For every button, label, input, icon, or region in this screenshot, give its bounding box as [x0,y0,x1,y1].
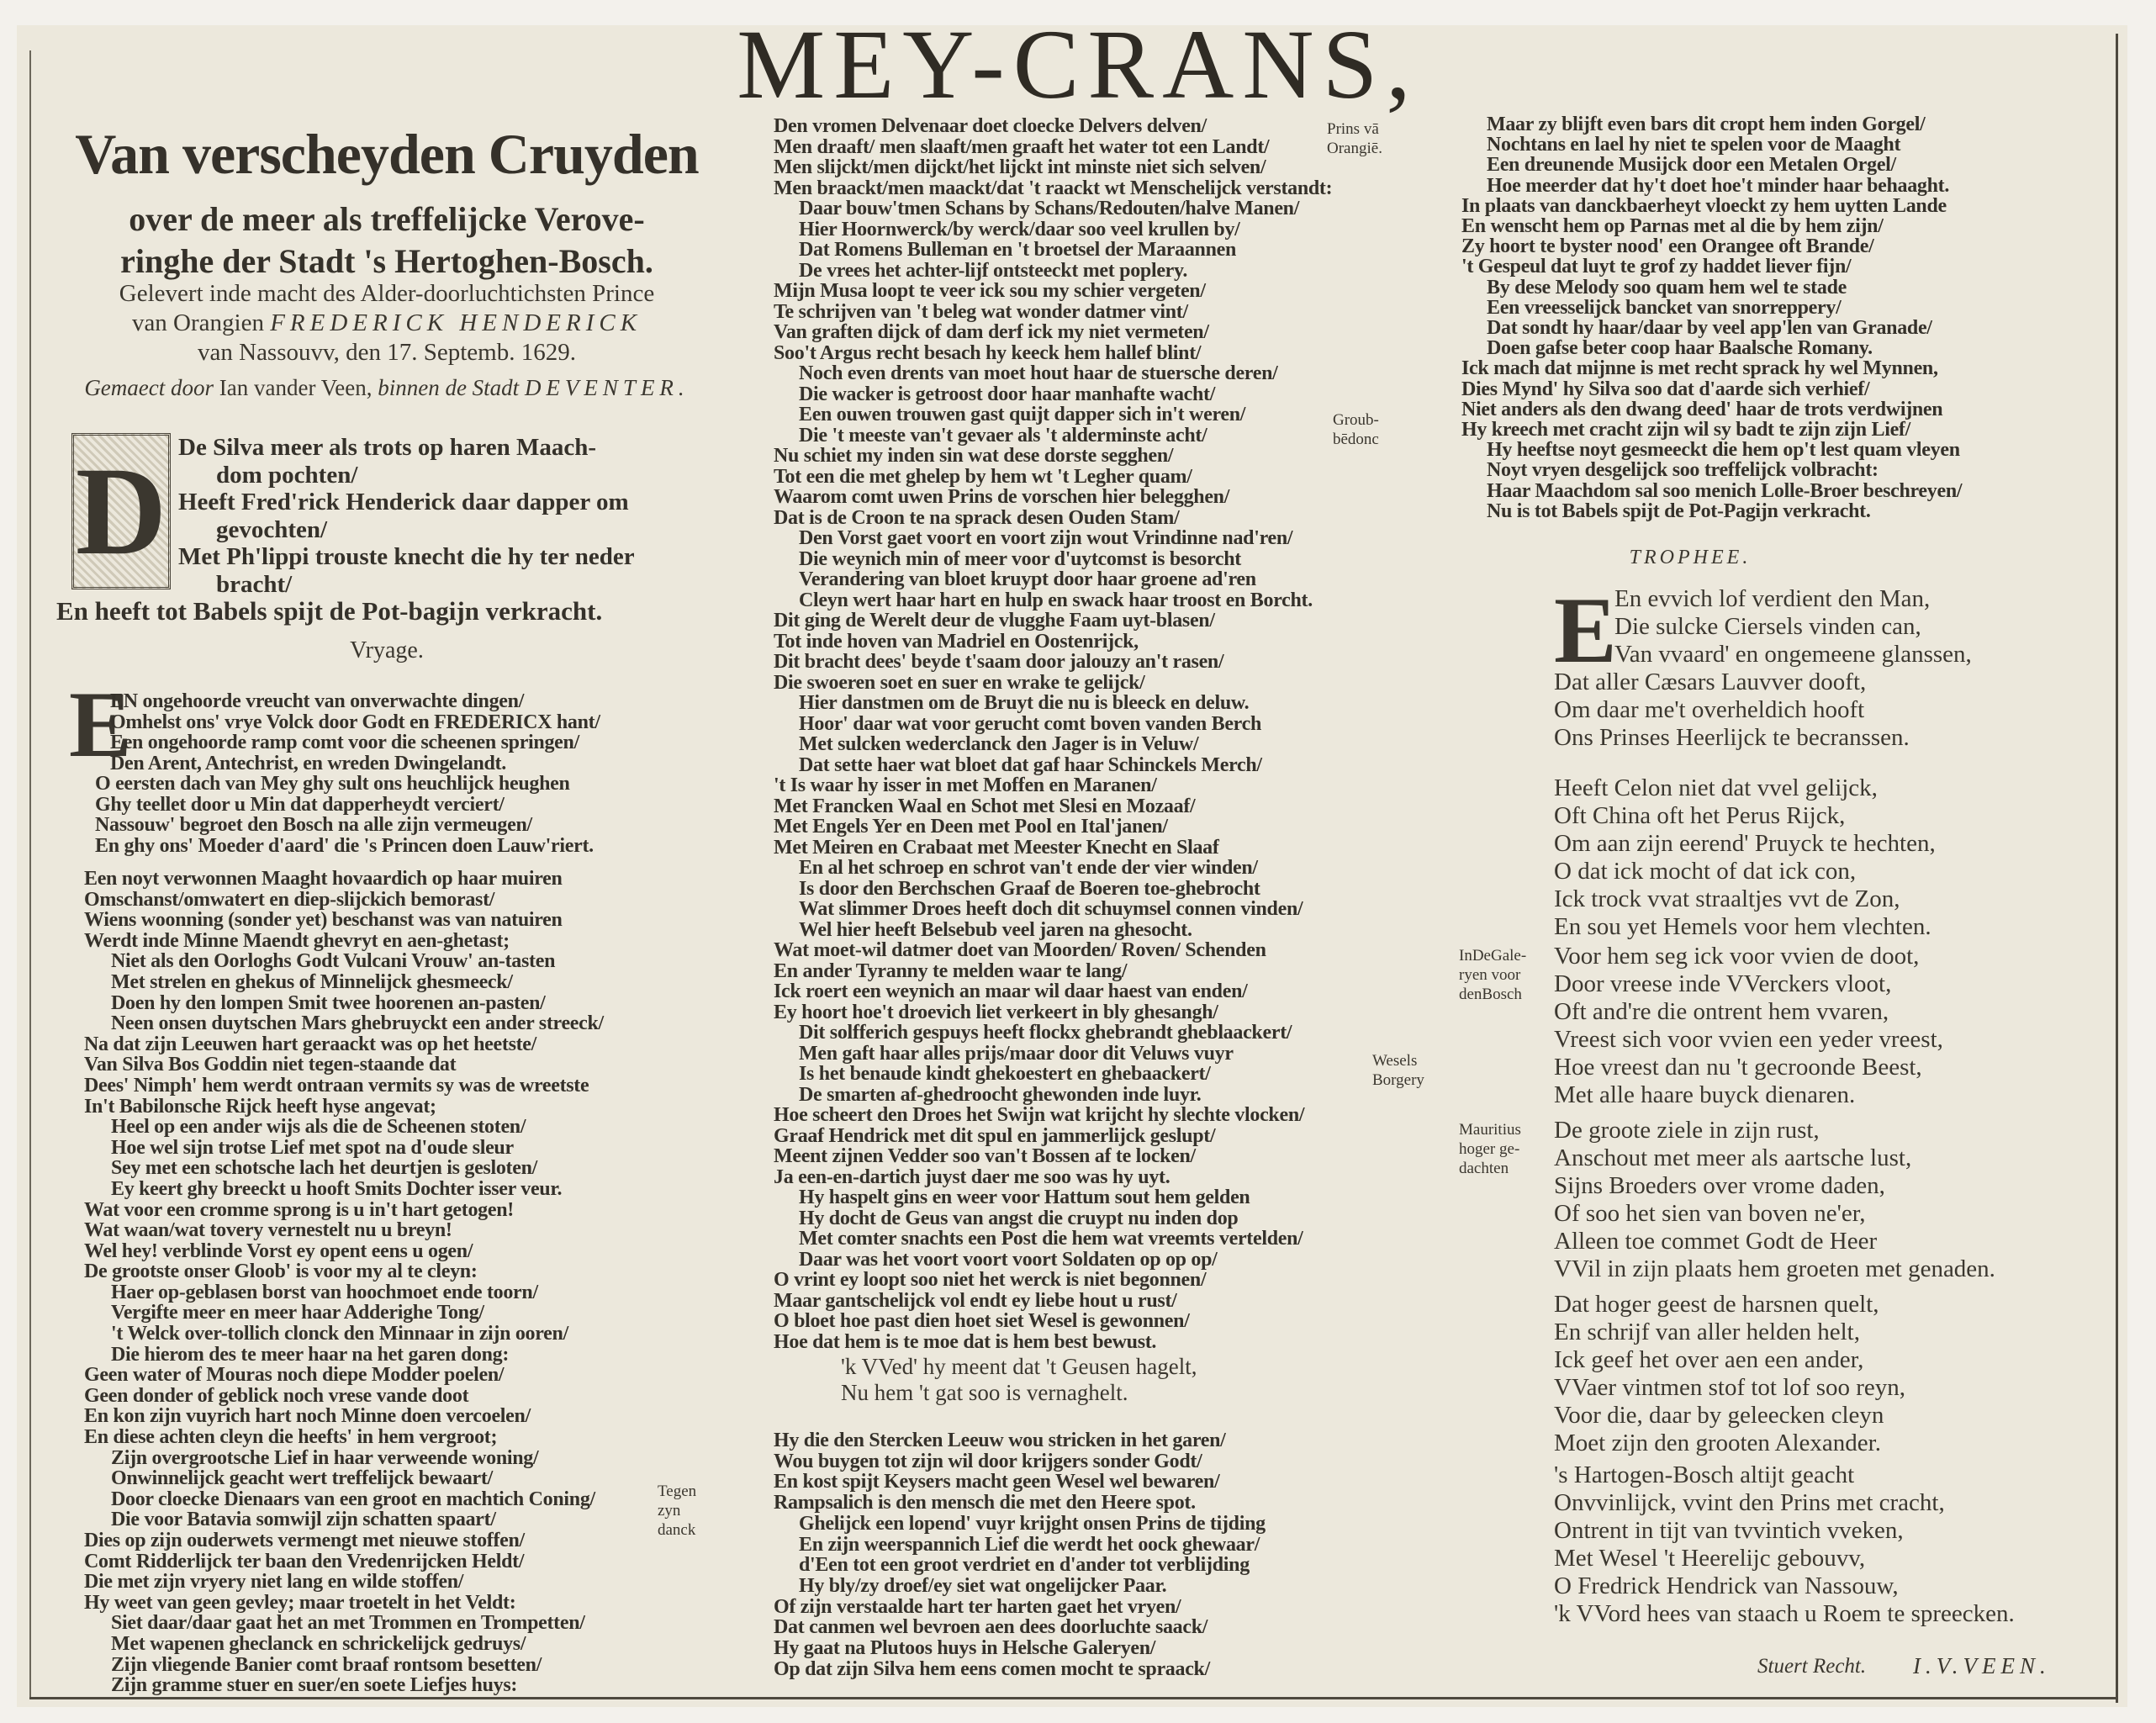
verse-line: 't Gespeul dat luyt te grof zy haddet liever fijn/ [1461,256,1852,278]
trophee-stanza-4 [1554,1117,1995,1283]
verse-line: Heeft Fred'rick Henderick daar dapper om [178,489,629,515]
verse-line: O bloet hoe past dien hoet siet Wesel is gewonnen/ [774,1310,1190,1332]
verse-line: Hy heeftse noyt gesmeeckt die hem op't lest quam vleyen [1487,439,1960,462]
right-section-1 [1461,114,1962,521]
verse-line: Die 't meeste van't gevaer als 't alderminste acht/ [799,424,1207,447]
verse-line: Voor hem seg ick voor vvien de doot, [1554,943,1920,970]
ornamental-initial-d: D [71,433,171,589]
verse-line: Dat sondt hy haar/daar by veel app'len van Granade/ [1487,317,1932,340]
verse-line: Dat sette haer wat bloet dat gaf haar Schinckels Merch/ [799,753,1262,776]
verse-line: Geen water of Mouras noch diepe Modder poelen/ [84,1364,505,1387]
verse-line: Verandering van bloet kruypt door haar groene ad'ren [799,568,1256,590]
verse-line: De smarten af-ghedroocht ghewonden inde luyr. [799,1083,1202,1106]
verse-line: Daar bouw'tmen Schans by Schans/Redouten/halve Manen/ [799,198,1300,219]
verse-line: Door vreese inde VVerckers vloot, [1554,970,1892,997]
verse-line: En evvich lof verdient den Man, [1614,585,1931,612]
border-left-rule [29,50,31,1699]
verse-line: Ey keert ghy breeckt u hooft Smits Dochter isser veur. [111,1177,563,1200]
border-right-rule [2116,34,2118,1703]
verse-line: 't Is waar hy isser in met Moffen en Maranen/ [774,774,1157,796]
verse-line: Men draaft/ men slaaft/men graaft het water tot een Landt/ [774,135,1270,158]
verse-line: Met wapenen gheclanck en schrickelijck gedruys/ [111,1632,526,1655]
verse-line: Cleyn wert haar hart en hulp en swack haar troost en Borcht. [799,589,1313,611]
verse-line: Den Vorst gaet voort en voort zijn wout Vrindinne nad'ren/ [799,527,1293,549]
verse-line: Men braackt/men maackt/dat 't raackt wt Menschelijck verstandt: [774,177,1333,199]
verse-line: De groote ziele in zijn rust, [1554,1117,1820,1144]
verse-line: Een noyt verwonnen Maaght hovaardich op haar muiren [84,868,563,890]
section-title-trophee: TROPHEE. [1629,547,1752,568]
verse-line: Dies op zijn ouderwets vermengt met nieuwe stoffen/ [84,1530,525,1551]
verse-line: Met comter snachts een Post die hem wat vreemts vertelden/ [799,1228,1303,1250]
margin-note-groubbendonc: Groub- bēdonc [1333,411,1379,448]
verse-line: Nu hem 't gat soo is vernaghelt. [841,1380,1128,1405]
margin-note-mauritius: Mauritius hoger ge- dachten [1459,1121,1521,1177]
trophee-stanza-3 [1554,943,1943,1109]
verse-line: De Silva meer als trots op haren Maach- [178,434,596,461]
author-city: DEVENTER. [524,375,690,400]
initial-e-trophee: E [1554,579,1617,683]
verse-line: En kon zijn vuyrich hart noch Minne doen vercoelen/ [84,1405,531,1428]
verse-line: 'k VVord hees van staach u Roem te spreecken. [1554,1600,2015,1627]
trophee-stanza-6 [1554,1461,2015,1628]
verse-line: Dat hoger geest de harsnen quelt, [1554,1291,1879,1318]
middle-section-3 [774,1430,1266,1679]
verse-line: Mijn Musa loopt te veer ick sou my schier vergeten/ [774,280,1206,302]
verse-line: Vreest sich voor vvien een yeder vreest, [1554,1026,1943,1053]
verse-line: Haer op-geblasen borst van hoochmoet ende toorn/ [111,1281,538,1303]
trophee-stanza-2 [1554,774,1936,941]
verse-line: Den vromen Delvenaar doet cloecke Delvers delven/ [774,115,1207,137]
verse-line: Zijn overgrootsche Lief in haar verweende woning/ [111,1446,539,1469]
left-heading: Van verscheyden Cruyden [75,122,699,186]
prince-name: FREDERICK HENDERICK [270,309,642,336]
verse-line: Heel op een ander wijs als die de Scheenen stoten/ [111,1116,526,1139]
verse-line: Of soo het sien van boven ne'er, [1554,1200,1866,1227]
verse-line: Dit bracht dees' beyde t'saam door jalouzy an't rasen/ [774,651,1224,673]
verse-line: Meent zijnen Vedder soo van't Bossen af te locken/ [774,1145,1196,1167]
margin-note-prince: Prins vā Orangiē. [1327,120,1382,157]
verse-line: Geen donder of geblick noch vrese vande doot [84,1384,469,1407]
verse-line: Hy bly/zy droef/ey siet wat ongelijcker Paar. [799,1574,1167,1597]
verse-line: Wel hey! verblinde Vorst ey opent eens u ogen/ [84,1239,473,1262]
couplet [841,1354,1197,1406]
verse-line: Ey hoort hoe't droevich liet verkeert in bly ghesangh/ [774,1001,1218,1023]
verse-line: Die sulcke Ciersels vinden can, [1614,613,1921,640]
verse-line: En al het schroep en schrot van't ende der vier winden/ [799,857,1258,879]
verse-line: De grootste onser Gloob' is voor my al te cleyn: [84,1261,478,1283]
verse-line: Onwinnelijck geacht wert treffelijck bewaart/ [111,1467,493,1490]
verse-line: By dese Melody soo quam hem wel te stade [1487,276,1847,299]
verse-line: Is het benaude kindt ghekoestert en ghebaackert/ [799,1063,1211,1085]
author-city-prefix: binnen de Stadt [378,375,520,400]
verse-line: 't Welck over-tollich clonck den Minnaar in zijn ooren/ [111,1323,568,1345]
verse-line: Met sulcken wederclanck den Jager is in Veluw/ [799,733,1199,755]
verse-line: Hy gaat na Plutoos huys in Helsche Galeryen/ [774,1637,1156,1660]
delivered-line-1: Gelevert inde macht des Alder-doorluchtichsten Prince [119,280,655,307]
verse-line: Werdt inde Minne Maendt ghevryt en aen-ghetast; [84,929,510,952]
verse-line: Omhelst ons' vrye Volck door Godt en FREDERICX hant/ [110,711,600,733]
verse-line: VVil in zijn plaats hem groeten met genaden. [1554,1255,1995,1282]
verse-line: Na dat zijn Leeuwen hart geraackt was op het heetste/ [84,1033,537,1055]
verse-line: Heeft Celon niet dat vvel gelijck, [1554,774,1878,801]
verse-line: Daar was het voort voort voort Soldaten op op op/ [799,1248,1218,1271]
verse-line: Te schrijven van 't beleg wat wonder datmer vint/ [774,300,1188,323]
verse-line: Ghy teellet door u Min dat dapperheydt verciert/ [95,793,505,816]
verse-line: Hoe wel sijn trotse Lief met spot na d'oude sleur [111,1136,514,1159]
trophee-stanza-5 [1554,1291,1905,1457]
verse-line: En heeft tot Babels spijt de Pot-bagijn verkracht. [56,596,603,626]
verse-line: Dat canmen wel bevroen aen dees doorluchte saack/ [774,1616,1208,1639]
verse-line: En schrijf van aller helden helt, [1554,1319,1860,1345]
verse-line: Men gaft haar alles prijs/maar door dit Veluws vuyr [799,1042,1234,1065]
verse-line: In plaats van danckbaerheyt vloeckt zy hem uytten Lande [1461,194,1947,217]
verse-line: O Fredrick Hendrick van Nassouw, [1554,1572,1899,1599]
author-line [50,375,723,401]
left-subheading [50,198,723,283]
verse-line: Wou buygen tot zijn wil door krijgers sonder Godt/ [774,1450,1202,1472]
verse-line: Waarom comt uwen Prins de vorschen hier belegghen/ [774,486,1230,508]
verse-line: Of zijn verstaalde hart ter harten gaet het vryen/ [774,1595,1181,1618]
verse-line: Hoor' daar wat voor gerucht comt boven vanden Berch [799,712,1262,735]
verse-line: Van Silva Bos Goddin niet tegen-staande dat [84,1054,457,1076]
verse-line: Nassouw' begroet den Bosch na alle zijn vermeugen/ [95,814,532,836]
verse-line: Die weynich min of meer voor d'uytcomst is besorcht [799,547,1241,570]
verse-line: d'Een tot een groot verdriet en d'ander tot verblijding [799,1554,1250,1577]
margin-note-tegen-zyn-danck: Tegen zyn danck [658,1483,697,1539]
verse-line: O vrint ey loopt soo niet het werck is niet begonnen/ [774,1269,1207,1291]
verse-line: Ontrent in tijt van tvvintich vveken, [1554,1517,1904,1544]
verse-line: Een dreunende Musijck door een Metalen Orgel/ [1487,154,1896,177]
verse-line: Ons Prinses Heerlijck te becranssen. [1554,724,1910,751]
verse-line: Vergifte meer en meer haar Adderighe Tong/ [111,1302,484,1324]
verse-line: Om aan zijn eerend' Pruyck te hechten, [1554,830,1936,857]
verse-line: Zijn gramme stuer en suer/en soete Liefjes huys: [111,1674,518,1697]
verse-line: Voor die, daar by geleecken cleyn [1554,1402,1884,1429]
intro-verse [56,434,635,626]
verse-line: Rampsalich is den mensch die met den Heere spot. [774,1492,1196,1514]
verse-line: Die met zijn vryery niet lang en wilde stoffen/ [84,1571,464,1594]
verse-line: Een vreesselijck bancket van snorreppery/ [1487,296,1842,319]
verse-line: Met Wesel 't Heerelijc gebouvv, [1554,1545,1866,1572]
verse-line: Een ongehoorde ramp comt voor die scheenen springen/ [110,732,579,753]
verse-line: Wat moet-wil datmer doet van Moorden/ Roven/ Schenden [774,939,1266,961]
verse-line: Ick roert een weynich an maar wil daar haest van enden/ [774,980,1248,1002]
verse-line: Tot inde hoven van Madriel en Oostenrijck, [774,630,1139,653]
verse-line: VVaer vintmen stof tot lof soo reyn, [1554,1374,1906,1401]
page-title: MEY-CRANS, [737,9,1419,119]
verse-line: Noch even drents van moet hout haar de stuersche deren/ [799,362,1278,384]
verse-line: Hy docht de Geus van angst die cruypt nu inden dop [799,1207,1239,1229]
verse-line: gevochten/ [216,515,328,543]
verse-line: Zijn vliegende Banier comt braaf rontsom besetten/ [111,1653,542,1676]
verse-line: Men slijckt/men dijckt/het lijckt int minste niet sich selven/ [774,156,1266,178]
border-bottom-rule [29,1697,2118,1699]
delivered-prefix: van Orangien [131,309,264,336]
verse-line: Dees' Nimph' hem werdt ontraan vermits sy was de wreetste [84,1074,589,1097]
margin-note-wesel: Wesels Borgery [1372,1052,1424,1089]
verse-line: Dat Romens Bulleman en 't broetsel der Maraannen [799,239,1237,261]
initial-e: E [69,673,132,777]
verse-line: 'k VVed' hy meent dat 't Geusen hagelt, [841,1354,1197,1379]
verse-line: Van graften dijck of dam derf ick my niet vermeten/ [774,321,1209,343]
verse-line: In't Babilonsche Rijck heeft hyse angevat; [84,1095,436,1118]
verse-line: Noyt vryen desgelijck soo treffelijck volbracht: [1487,459,1879,482]
verse-line: Om daar me't overheldich hooft [1554,696,1865,723]
verse-line: Van vvaard' en ongemeene glanssen, [1614,641,1972,668]
verse-line: Hy die den Stercken Leeuw wou stricken in het garen/ [774,1430,1226,1451]
verse-line: Nu schiet my inden sin wat dese dorste segghen/ [774,445,1174,467]
verse-line: Zy hoort te byster nood' een Orangee oft Brande/ [1461,235,1874,258]
verse-line: Dat is de Croon te na sprack desen Ouden Stam/ [774,506,1180,529]
verse-line: Maar zy blijft even bars dit cropt hem inden Gorgel/ [1487,114,1926,135]
verse-line: Haar Maachdom sal soo menich Lolle-Broer beschreyen/ [1487,479,1963,502]
verse-line: Die swoeren soet en suer en wrake te gelijck/ [774,671,1145,694]
subheading-line-2: ringhe der Stadt 's Hertoghen-Bosch. [120,242,653,280]
trophee-stanza-1 [1554,579,1972,752]
verse-line: Een ouwen trouwen gast quijt dapper sich in't weren/ [799,404,1246,425]
verse-line: En zijn weerspannich Lief die werdt het oock ghewaar/ [799,1533,1260,1556]
verse-line: O eersten dach van Mey ghy sult ons heuchlijck heughen [95,773,570,795]
verse-line: Moet zijn den grooten Alexander. [1554,1430,1881,1456]
verse-line: De vrees het achter-lijf ontsteeckt met poplery. [799,259,1188,282]
verse-line: Nochtans en lael hy niet te spelen voor de Maaght [1487,134,1901,156]
verse-line: Dat aller Cæsars Lauvver dooft, [1554,669,1867,695]
verse-line: Sey met een schotsche lach het deurtjen is gesloten/ [111,1157,537,1180]
verse-line: Die voor Batavia somwijl zijn schatten spaart/ [111,1509,496,1531]
verse-line: En diese achten cleyn die heefts' in hem vergroot; [84,1426,498,1449]
verse-line: Ick geef het over aen een ander, [1554,1346,1864,1373]
verse-line: En wenscht hem op Parnas met al die by hem zijn/ [1461,215,1884,238]
verse-line: Wat waan/wat tovery vernestelt nu u breyn! [84,1219,452,1242]
verse-line: Oft China oft het Perus Rijck, [1554,802,1846,829]
verse-line: bracht/ [216,570,293,598]
verse-line: Niet anders als den dwang deed' haar de trots verdwijnen [1461,398,1943,420]
verse-line: Nu is tot Babels spijt de Pot-Pagijn verkracht. [1487,499,1871,522]
verse-line: Op dat zijn Silva hem eens comen mocht te spraack/ [774,1657,1210,1680]
verse-line: Dit solfferich gespuys heeft flockx ghebrandt gheblaackert/ [799,1022,1292,1044]
verse-line: Die hierom des te meer haar na het garen dong: [111,1343,510,1366]
verse-line: En ghy ons' Moeder d'aard' die 's Princen doen Lauw'riert. [95,834,594,857]
verse-line: O dat ick mocht of dat ick con, [1554,858,1857,885]
verse-line: Met strelen en ghekus of Minnelijck ghesmeeck/ [111,970,513,993]
subheading-line-1: over de meer als treffelijcke Verove- [129,200,645,238]
verse-line: Ja een-en-dartich juyst daer me soo was hy uyt. [774,1165,1170,1188]
verse-line: Graaf Hendrick met dit spul en jammerlijck geslupt/ [774,1124,1216,1147]
verse-line: Ick trock vvat straaltjes vvt de Zon, [1554,885,1900,912]
verse-line: Is door den Berchschen Graaf de Boeren toe-ghebrocht [799,877,1260,900]
verse-line: Hier danstmen om de Bruyt die nu is bleeck en deluw. [799,692,1250,714]
signature: I.V.VEEN. [1913,1653,2051,1678]
verse-line: 's Hartogen-Bosch altijt geacht [1554,1461,1855,1488]
verse-line: Hy haspelt gins en weer voor Hattum sout hem gelden [799,1187,1250,1208]
section-title-vryage: Vryage. [350,637,424,663]
verse-line: Tot een die met ghelep by hem wt 't Legher quam/ [774,465,1192,488]
verse-line: Met Ph'lippi trouste knecht die hy ter neder [178,543,635,570]
verse-line: Niet als den Oorloghs Godt Vulcani Vrouw' an-tasten [111,950,556,973]
verse-line: Den Arent, Antechrist, en wreden Dwingelandt. [110,752,506,774]
verse-line: Anschout met meer als aartsche lust, [1554,1144,1912,1171]
verse-line: Ghelijck een lopend' vuyr krijght onsen Prins de tijding [799,1512,1266,1535]
stanza-2 [84,869,604,1696]
verse-line: Hoe dat hem is te moe dat is hem best bewust. [774,1330,1157,1353]
verse-line: Hoe scheert den Droes het Swijn wat krijcht hy slechte vlocken/ [774,1104,1305,1126]
verse-line: Doen gafse beter coop haar Baalsche Romany. [1487,337,1873,360]
verse-line: Ick mach dat mijnne is met recht sprack hy wel Mynnen, [1461,357,1938,380]
verse-line: Alleen toe commet Godt de Heer [1554,1228,1878,1255]
verse-line: Oft and're die ontrent hem vvaren, [1554,998,1889,1025]
verse-line: Soo't Argus recht besach hy keeck hem hallef blint/ [774,341,1202,364]
verse-line: Comt Ridderlijck ter baan den Vredenrijcken Heldt/ [84,1550,525,1572]
verse-line: Hoe meerder dat hy't doet hoe't minder haar behaaght. [1487,174,1950,197]
verse-line: Wel hier heeft Belsebub veel jaren na ghesocht. [799,918,1192,941]
verse-line: En kost spijt Keysers macht geen Wesel wel bewaren/ [774,1471,1220,1493]
verse-line: Onvvinlijck, vvint den Prins met cracht, [1554,1489,1945,1516]
verse-line: Hier Hoornwerck/by werck/daar soo veel krullen by/ [799,218,1240,240]
verse-line: Sijns Broeders over vrome daden, [1554,1172,1885,1199]
author-name: Ian vander Veen, [219,375,373,400]
stanza-1 [80,691,600,856]
verse-line: Doen hy den lompen Smit twee hoorenen an-pasten/ [111,991,546,1014]
verse-line: Maar gantschelijck vol endt ey liebe hout u rust/ [774,1289,1177,1312]
author-made-by: Gemaect door [84,375,214,400]
verse-line: En ander Tyranny te melden waar te lang/ [774,959,1128,982]
verse-line: Neen onsen duytschen Mars ghebruyckt een ander streeck/ [111,1012,604,1035]
margin-note-galeryen: InDeGale- ryen voor denBosch [1459,947,1527,1003]
verse-line: dom pochten/ [216,461,358,489]
verse-line: Met Meiren en Crabaat met Meester Knecht en Slaaf [774,836,1219,859]
verse-line: Omschanst/omwatert en diep-slijckich bemorast/ [84,888,495,911]
verse-line: Wat voor een cromme sprong is u in't hart getogen! [84,1198,514,1221]
verse-line: Hoe vreest dan nu 't gecroonde Beest, [1554,1054,1922,1081]
verse-line: Die wacker is getroost door haar manhafte wacht/ [799,383,1216,405]
verse-line: Door cloecke Dienaars van een groot en machtich Coning/ [111,1488,595,1510]
motto: Stuert Recht. [1757,1655,1867,1678]
verse-line: Wat slimmer Droes heeft doch dit schuymsel connen vinden/ [799,898,1303,920]
verse-line: Met Engels Yer en Deen met Pool en Ital'janen/ [774,816,1168,838]
verse-line: Met alle haare buyck dienaren. [1554,1081,1856,1108]
verse-line: Wiens woonning (sonder yet) beschanst was van natuiren [84,909,563,932]
middle-section-1 [774,116,1332,1352]
verse-line: Dies Mynd' hy Silva soo dat d'aarde sich verhief/ [1461,378,1870,400]
verse-line: En sou yet Hemels voor hem vlechten. [1554,913,1931,940]
delivered-line-2 [50,309,723,338]
verse-line: Siet daar/daar gaat het an met Trommen en Trompetten/ [111,1612,585,1635]
verse-line: Hy weet van geen gevley; maar troetelt in het Veldt: [84,1591,516,1614]
verse-line: Hy kreech met cracht zijn wil sy badt te zijn zijn Lief/ [1461,419,1910,441]
verse-line: Met Francken Waal en Schot met Slesi en Mozaaf/ [774,795,1196,817]
verse-line: Dit ging de Werelt deur de vlugghe Faam uyt-blasen/ [774,610,1215,632]
delivered-line-3: van Nassouvv, den 17. Septemb. 1629. [198,339,576,366]
verse-line: EN ongehoorde vreucht van onverwachte dingen/ [110,690,525,712]
